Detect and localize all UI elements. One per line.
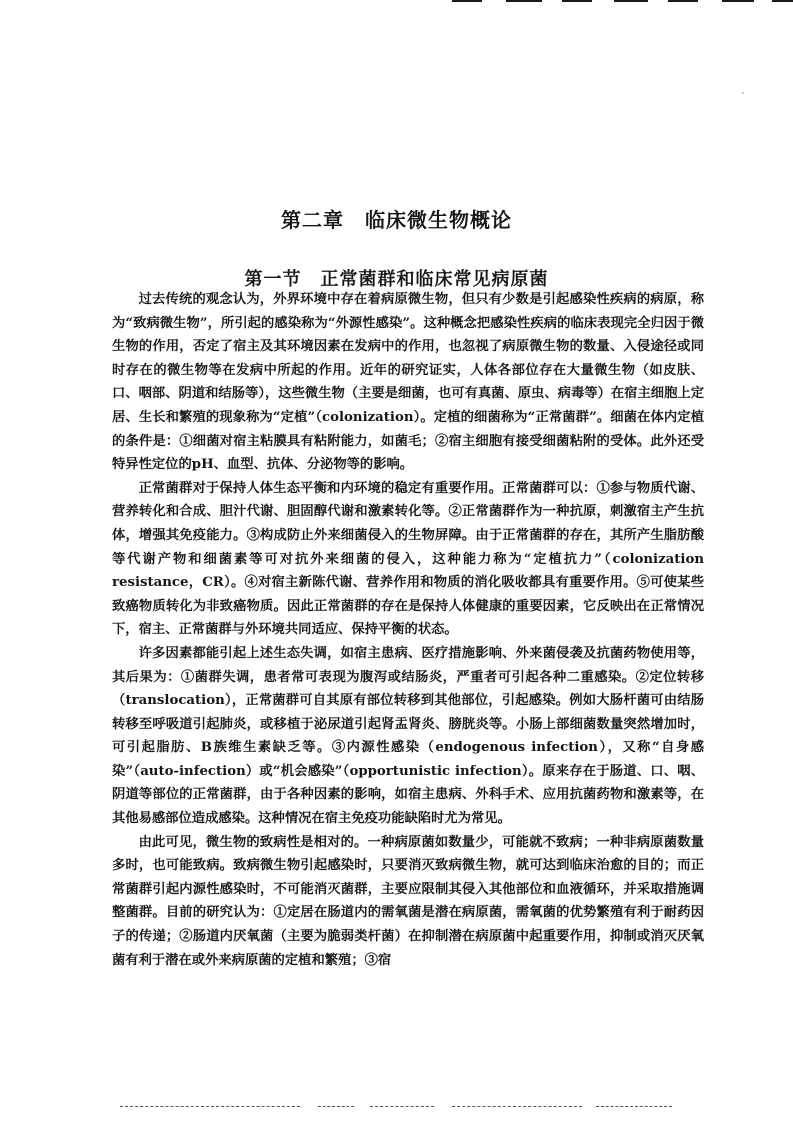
bottom-border-rule — [452, 1106, 582, 1107]
top-border-rule — [772, 0, 793, 2]
body-text — [112, 288, 704, 972]
bottom-border-rule — [120, 1106, 300, 1107]
paragraph: 由此可见，微生物的致病性是相对的。一种病原菌如数量少，可能就不致病；一种非病原菌数量多时，也可能致病。致病微生物引起感染时，只要消灭致病微生物，就可达到临床治愈的目的；而正常菌群引起内源性感染时，不可能消灭菌群，主要应限制其侵入其他部位和血液循环，并采取措施调整菌群。目前的研究认为：①定居在肠道内的需氧菌是潜在病原菌，需氧菌的优势繁殖有利于耐药因子的传递；②肠道内厌氧菌（主要为脆弱类杆菌）在抑制潜在病原菌中起重要作用，抑制或消灭厌氧菌有利于潜在或外来病原菌的定植和繁殖；③宿 — [112, 834, 704, 968]
chapter-title: 第二章 临床微生物概论 — [281, 208, 512, 233]
top-border-rule — [562, 0, 592, 2]
bottom-border-rule — [370, 1106, 434, 1107]
top-border-rule — [614, 0, 648, 2]
paragraph: 过去传统的观念认为，外界环境中存在着病原微生物，但只有少数是引起感染性疾病的病原，称为“致病微生物”，所引起的感染称为“外源性感染”。这种概念把感染性疾病的临床表现完全归因于微生物的作用，否定了宿主及其环境因素在发病中的作用，也忽视了病原微生物的数量、入侵途径或同时存在的微生物等在发病中所起的作用。近年的研究证实，人体各部位存在大量微生物（如皮肤、口、咽部、阴道和结肠等），这些微生物（主要是细菌，也可有真菌、原虫、病毒等）在宿主细胞上定居、生长和繁殖的现象称为“定植”（colonization）。定植的细菌称为“正常菌群”。细菌在体内定植的条件是：①细菌对宿主粘膜具有粘附能力，如菌毛；②宿主细胞有接受细菌粘附的受体。此外还受特异性定位的pH、血型、抗体、分泌物等的影响。 — [112, 292, 704, 473]
top-border-rule — [722, 0, 754, 2]
paragraph: 正常菌群对于保持人体生态平衡和内环境的稳定有重要作用。正常菌群可以：①参与物质代谢、营养转化和合成、胆汁代谢、胆固醇代谢和激素转化等。②正常菌群作为一种抗原，刺激宿主产生抗体，增强其免疫能力。③构成防止外来细菌侵入的生物屏障。由于正常菌群的存在，其所产生脂肪酸等代谢产物和细菌素等可对抗外来细菌的侵入，这种能力称为“定植抗力”（colonization resistance，CR）。④对宿主新陈代谢、营养作用和物质的消化吸收都具有重要作用。⑤可使某些致癌物质转化为非致癌物质。因此正常菌群的存在是保持人体健康的重要因素，它反映出在正常情况下，宿主、正常菌群与外环境共同适应、保持平衡的状态。 — [112, 480, 704, 638]
paragraph: 许多因素都能引起上述生态失调，如宿主患病、医疗措施影响、外来菌侵袭及抗菌药物使用等，其后果为：①菌群失调，患者常可表现为腹泻或结肠炎，严重者可引起各种二重感染。②定位转移（translocation），正常菌群可自其原有部位转移到其他部位，引起感染。例如大肠杆菌可由结肠转移至呼吸道引起肺炎，或移植于泌尿道引起肾盂肾炎、膀胱炎等。小肠上部细菌数量突然增加时，可引起脂肪、B族维生素缺乏等。③内源性感染（endogenous infection），又称“自身感染”（auto-infection）或“机会感染”（opportunistic infection）。原来存在于肠道、口、咽、阴道等部位的正常菌群，由于各种因素的影响，如宿主患病、外科手术、应用抗菌药物和激素等，在其他易感部位造成感染。这种情况在宿主免疫功能缺陷时尤为常见。 — [112, 645, 704, 827]
top-border-rule — [506, 0, 542, 2]
bottom-border-rule — [318, 1106, 354, 1107]
scan-speck — [742, 92, 744, 94]
top-border-rule — [668, 0, 698, 2]
top-border-rule — [452, 0, 482, 2]
section-title: 第一节 正常菌群和临床常见病原菌 — [244, 268, 549, 290]
bottom-border-rule — [596, 1106, 672, 1107]
